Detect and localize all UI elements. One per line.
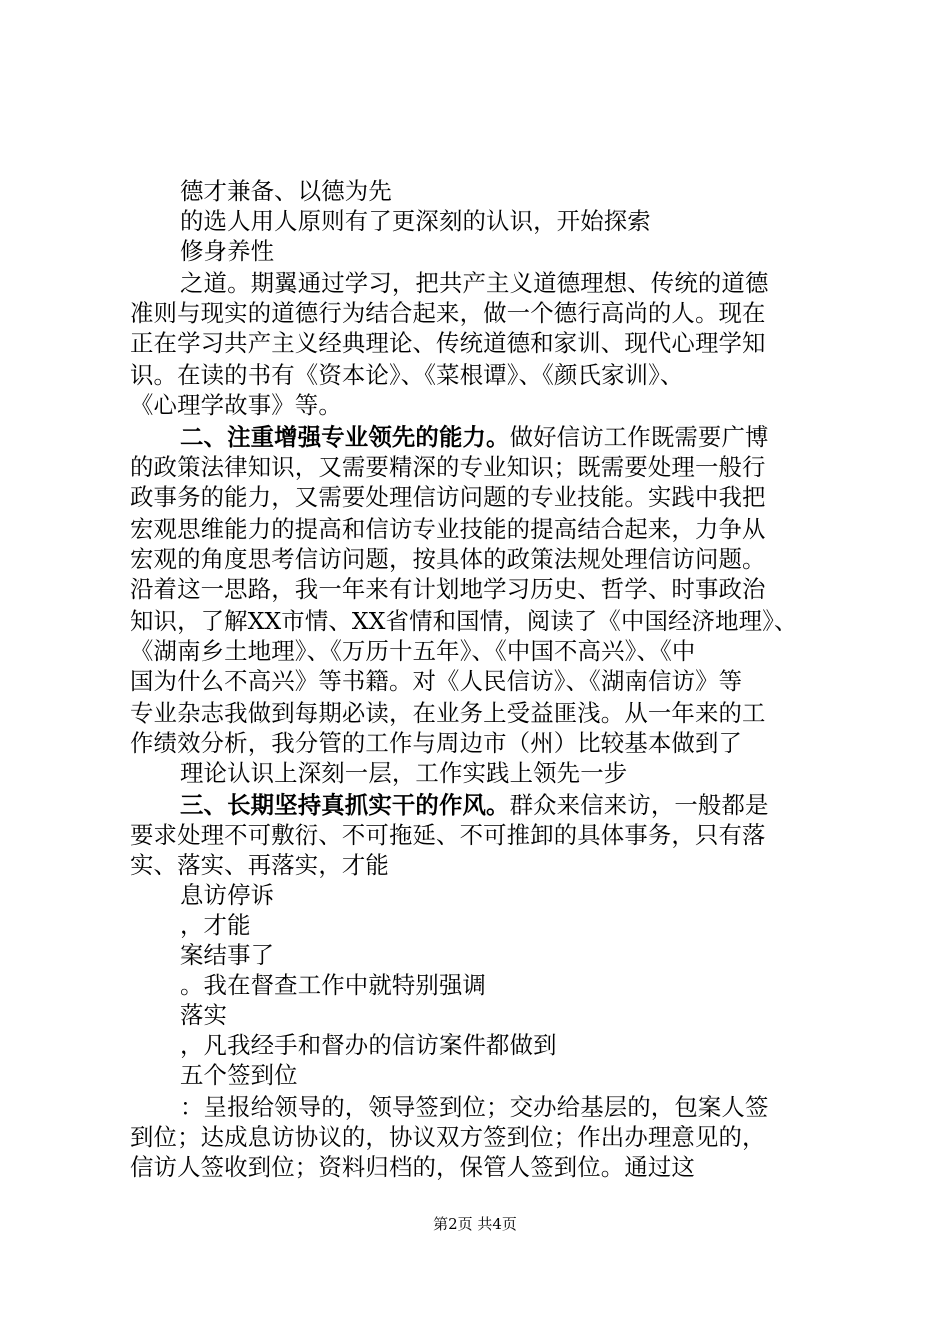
section-2-heading: 二、注重增强专业领先的能力。 — [180, 423, 510, 451]
text-line: 知识，了解XX市情、XX省情和国情，阅读了《中国经济地理》、 — [130, 607, 798, 635]
text-line: 国为什么不高兴》等书籍。对《人民信访》、《湖南信访》等 — [130, 667, 743, 695]
text-line: ，才能 — [180, 911, 251, 939]
text-line: 案结事了 — [180, 941, 275, 969]
text-line: 。我在督查工作中就特别强调 — [180, 971, 487, 999]
text-span: 做好信访工作既需要广博 — [509, 423, 769, 451]
text-span: 群众来信来访，一般都是 — [509, 791, 769, 819]
text-line: 德才兼备、以德为先 — [180, 177, 392, 205]
text-line: ，凡我经手和督办的信访案件都做到 — [180, 1031, 557, 1059]
text-line: 息访停诉 — [180, 881, 275, 909]
text-line: 沿着这一思路，我一年来有计划地学习历史、哲学、时事政治 — [130, 575, 766, 603]
text-line: 之道。期翼通过学习，把共产主义道德理想、传统的道德 — [180, 269, 769, 297]
text-line: 宏观思维能力的提高和信访专业技能的提高结合起来，力争从 — [130, 515, 766, 543]
text-line: 宏观的角度思考信访问题，按具体的政策法规处理信访问题。 — [130, 545, 766, 573]
text-line: 五个签到位 — [180, 1061, 298, 1089]
section-3-line — [180, 790, 769, 820]
text-line: 《心理学故事》等。 — [130, 391, 342, 419]
text-line: 准则与现实的道德行为结合起来，做一个德行高尚的人。现在 — [130, 299, 766, 327]
text-line: 正在学习共产主义经典理论、传统道德和家训、现代心理学知 — [130, 329, 766, 357]
text-line: 作绩效分析，我分管的工作与周边市（州）比较基本做到了 — [130, 729, 743, 757]
text-line: 专业杂志我做到每期必读，在业务上受益匪浅。从一年来的工 — [130, 699, 766, 727]
section-2-line — [180, 422, 769, 452]
text-line: 政事务的能力，又需要处理信访问题的专业技能。实践中我把 — [130, 483, 766, 511]
text-line: 到位；达成息访协议的，协议双方签到位；作出办理意见的， — [130, 1123, 766, 1151]
text-line: 的政策法律知识，又需要精深的专业知识；既需要处理一般行 — [130, 453, 766, 481]
text-line: 《湖南乡土地理》、《万历十五年》、《中国不高兴》、《中 — [130, 637, 696, 665]
page-number-footer: 第2页 共4页 — [433, 1215, 517, 1233]
text-line: 信访人签收到位；资料归档的，保管人签到位。通过这 — [130, 1153, 695, 1181]
text-line: 识。在读的书有《资本论》、《菜根谭》、《颜氏家训》、 — [130, 361, 684, 389]
text-line: 修身养性 — [180, 237, 275, 265]
text-line: 要求处理不可敷衍、不可拖延、不可推卸的具体事务，只有落 — [130, 821, 766, 849]
text-line: 实、落实、再落实，才能 — [130, 851, 389, 879]
text-line: 理论认识上深刻一层，工作实践上领先一步 — [180, 759, 628, 787]
text-line: 落实 — [180, 1001, 228, 1029]
text-line: ：呈报给领导的，领导签到位；交办给基层的，包案人签 — [180, 1093, 769, 1121]
text-line: 的选人用人原则有了更深刻的认识，开始探索 — [180, 207, 651, 235]
section-3-heading: 三、长期坚持真抓实干的作风。 — [180, 791, 510, 819]
